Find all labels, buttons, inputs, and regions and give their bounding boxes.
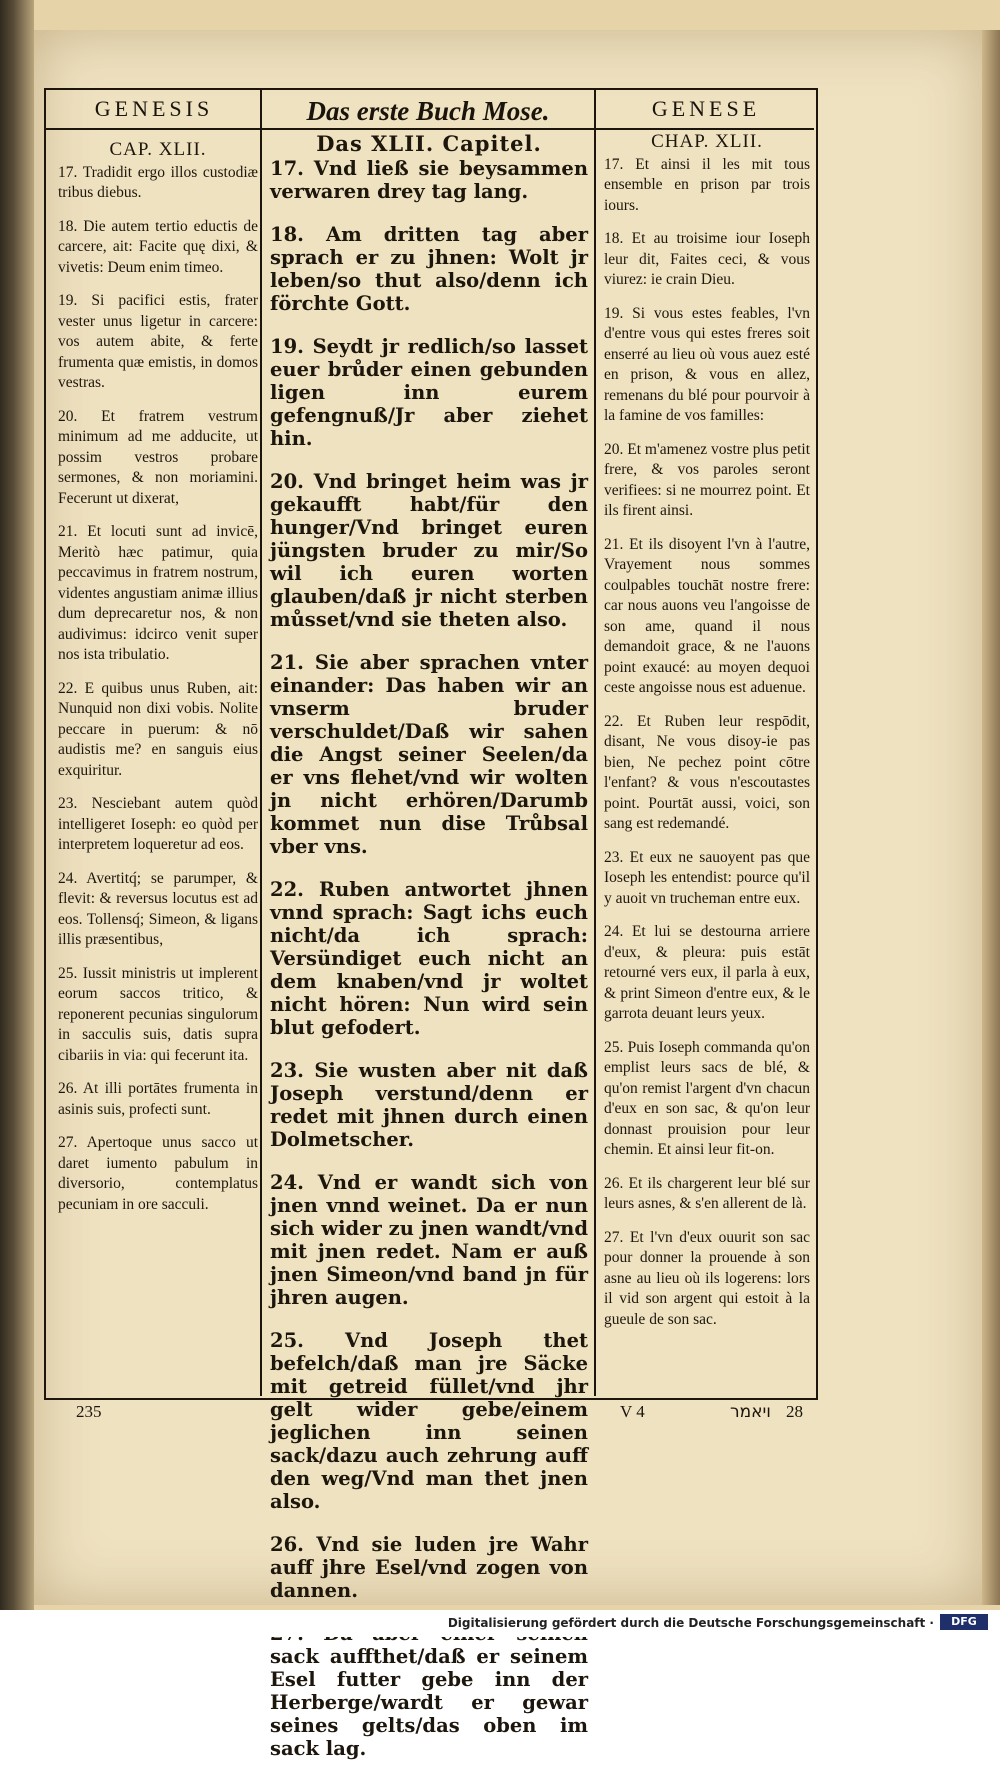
french-verse-19: 19. Si vous estes feables, l'vn d'entre vous qui estes freres soit enserré au lieu où vous auez esté en prison, & vous en allez, remenans du blé pour pourvoir à la famine de vos familles: — [604, 304, 810, 424]
header-rule-middle — [262, 128, 594, 130]
french-verse-22: 22. Et Ruben leur respōdit, disant, Ne vous disoy-ie pas bien, Ne pechez point cōtre l'enfant? & vous n'escoutastes point. Pourtāt aussi, voici, son sang est redemandé. — [604, 712, 810, 832]
latin-verse-26: 26. At illi portātes frumenta in asinis suis, profecti sunt. — [58, 1080, 258, 1118]
german-verse-24: 24. Vnd er wandt sich von jnen vnnd weinet. Da er nun sich wider zu jnen wandt/vnd mit jnen redet. Nam er auß jnen Simeon/vnd band jn für jhren augen. — [270, 1171, 588, 1309]
signature-mark: V 4 — [620, 1402, 645, 1421]
latin-verse-19: 19. Si pacifici estis, frater vester unus ligetur in carcere: vos autem abite, & ferte frumenta quæ emistis, in domos vestras. — [58, 292, 258, 391]
header-rule-right — [596, 128, 814, 130]
latin-verse-21: 21. Et locuti sunt ad invicē, Meritò hæc patimur, quia peccavimus in fratrem nostrum, videntes angustiam animæ illius dum deprecaretur nos, & non audivimus: idcirco venit super nos ista tribulatio. — [58, 523, 258, 663]
column-divider-left — [260, 88, 262, 1396]
page-number: 235 — [76, 1402, 102, 1421]
latin-column — [58, 140, 258, 1228]
french-verse-23: 23. Et eux ne sauoyent pas que Ioseph les entendist: pource qu'il y auoit vn trucheman entre eux. — [604, 848, 810, 907]
header-german: Das erste Buch Mose. — [306, 96, 550, 126]
french-verse-25: 25. Puis Ioseph commanda qu'on emplist leurs sacs de blé, & qu'on remist l'argent d'vn chacun d'eux en son sac, & qu'on leur donnast prouision pour leur chemin. Et ainsi leur fit-on. — [604, 1038, 810, 1158]
latin-verse-27: 27. Apertoque unus sacco ut daret iumento pabulum in diversorio, contemplatus pecuniam in ore sacculi. — [58, 1134, 258, 1213]
latin-verse-18: 18. Die autem tertio eductis de carcere, ait: Facite quę dixi, & vivetis: Deum enim timeo. — [58, 217, 258, 276]
german-verse-23: 23. Sie wusten aber nit daß Joseph verstund/denn er redet mit jhnen durch einen Dolmetscher. — [270, 1059, 588, 1151]
latin-verse-23: 23. Nesciebant autem quòd intelligeret Ioseph: eo quòd per interpretem loqueretur ad eos. — [58, 795, 258, 853]
german-verse-17: 17. Vnd ließ sie beysammen verwaren drey tag lang. — [270, 157, 588, 203]
german-verse-18: 18. Am dritten tag aber sprach er zu jhnen: Wolt jr leben/so thut also/denn ich förchte Gott. — [270, 223, 588, 315]
dfg-logo-icon: DFG — [940, 1614, 988, 1630]
french-verse-21: 21. Et ils disoyent l'vn à l'autre, Vrayement nous sommes coulpables touchāt nostre frere: car nous auons veu l'angoisse de son ame, quand il nous demandoit grace, & ne l'auons point exaucé: au moyen dequoi ceste angoisse nous est aduenue. — [604, 535, 810, 696]
latin-verse-22: 22. E quibus unus Ruben, ait: Nunquid non dixi vobis. Nolite peccare in puerum: & nō audistis me? en sanguis eius exquiritur. — [58, 679, 258, 779]
german-verse-20: 20. Vnd bringet heim was jr gekaufft habt/für den hunger/Vnd bringet euren jüngsten bruder zu mir/So wil ich euren worten glauben/daß jr nicht sterben můsset/vnd sie theten also. — [270, 470, 588, 631]
german-column — [270, 132, 588, 1780]
german-verse-21: 21. Sie aber sprachen vnter einander: Das haben wir an vnserm bruder verschuldet/Daß wir sahen die Angst seiner Seelen/da er vns flehet/vnd wir wolten jn nicht erhören/Darumb kommet nun dise Trůbsal vber vns. — [270, 651, 588, 858]
french-verse-20: 20. Et m'amenez vostre plus petit frere, & vos paroles seront verifiees: si ne mourrez point. Et ils firent ainsi. — [604, 440, 810, 519]
german-verse-22: 22. Ruben antwortet jhnen vnnd sprach: Sagt ichs euch nicht/da ich sprach: Versündiget euch nicht an dem knaben/vnd jr woltet nicht hören: Nun wird sein blut gefodert. — [270, 878, 588, 1039]
column-divider-right — [594, 88, 596, 1396]
german-verse-25: 25. Vnd Joseph thet befelch/daß man jre Säcke mit getreid füllet/vnd jhr gelt wider gebe/einem jeglichen inn seinen sack/dazu auch zehrung auff den weg/Vnd man thet jnen also. — [270, 1329, 588, 1513]
french-chapter-heading: CHAP. XLII. — [651, 131, 763, 152]
header-latin: GENESIS — [94, 96, 214, 121]
latin-verse-24: 24. Avertitq́; se parumper, & flevit: & reversus locutus est ad eos. Tollensq́; Simeon, & ligans illis præsentibus, — [58, 869, 258, 948]
latin-verse-20: 20. Et fratrem vestrum minimum ad me adducite, ut possim vestros probare sermones, & non moriamini. Fecerunt ut dixerat, — [58, 407, 258, 507]
previous-page-edge — [0, 0, 34, 1610]
german-verse-19: 19. Seydt jr redlich/so lasset euer brůder einen gebunden ligen inn eurem gefengnuß/Jr aber ziehet hin. — [270, 335, 588, 450]
latin-verse-17: 17. Tradidit ergo illos custodiæ tribus diebus. — [58, 163, 258, 201]
header-rule-left — [46, 128, 260, 130]
french-verse-18: 18. Et au troisime iour Ioseph leur dit, Faites ceci, & vous viurez: ie crain Dieu. — [604, 230, 810, 288]
latin-verse-25: 25. Iussit ministris ut implerent eorum saccos tritico, & reponerent pecunias singulorum in sacculis suis, datis supra cibariis in via: qui fecerunt ita. — [58, 964, 258, 1064]
header-french: GENESE — [651, 96, 761, 121]
german-verse-27: sack auffthet/daß er seinem Esel futter gebe inn der Herberge/wardt er gewar seines gelts/das oben im sack lag. — [270, 1645, 588, 1760]
french-verse-17: 17. Et ainsi il les mit tous ensemble en prison par trois iours. — [604, 155, 810, 214]
digitization-credit: Digitalisierung gefördert durch die Deutsche Forschungsgemeinschaft · — [447, 1616, 934, 1630]
page-fore-edge — [982, 30, 1000, 1605]
french-verse-24: 24. Et lui se destourna arriere d'eux, & pleura: puis estāt retourné vers eux, il parla à eux, & print Simeon d'entre eux, & le garrota deuant leurs yeux. — [604, 923, 810, 1022]
french-verse-26: 26. Et ils chargerent leur blé sur leurs asnes, & s'en allerent de là. — [604, 1174, 810, 1212]
latin-chapter-heading: CAP. XLII. — [109, 139, 207, 160]
french-column — [604, 132, 810, 1343]
german-chapter-heading: Das XLII. Capitel. — [316, 131, 542, 156]
french-verse-27: 27. Et l'vn d'eux ouurit son sac pour donner la prouende à son asne au lieu où ils logerens: lors il vid son argent qui estoit à la gueule de son sac. — [604, 1228, 810, 1328]
german-verse-26: 26. Vnd sie luden jre Wahr auff jhre Esel/vnd zogen von dannen. — [270, 1533, 588, 1602]
hebrew-catchword-number: 28 — [786, 1402, 803, 1421]
hebrew-catchword: ויאמר — [730, 1402, 771, 1422]
